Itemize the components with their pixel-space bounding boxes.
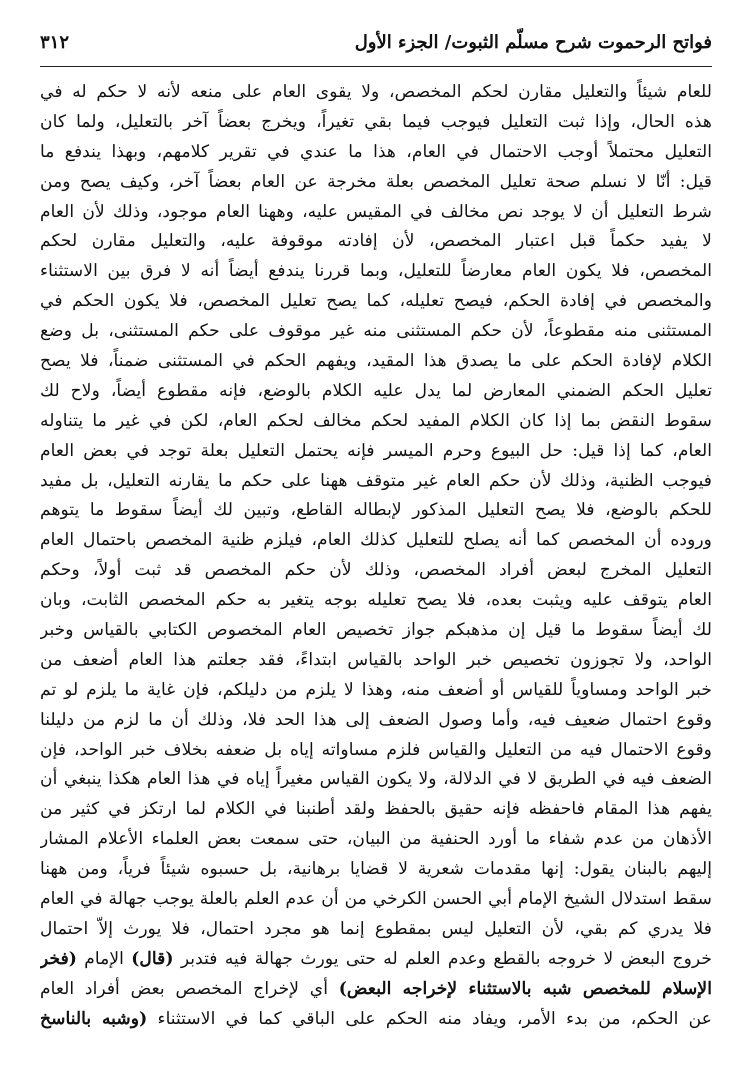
bold-matn-text: (قال)	[131, 948, 174, 969]
running-header	[40, 32, 712, 60]
text-segment: شرط التعليل أن لا يوجد نص مخالف في المقيس عليه، وههنا العام موجود، وذلك لأن العام	[40, 201, 712, 222]
text-line	[40, 287, 712, 317]
text-line	[40, 496, 712, 526]
text-segment: الأذهان من عدم شفاء ما أورد الحنفية من البيان، حتى سمعت بعض العلماء الأعلام المشار	[40, 829, 712, 850]
text-line	[40, 915, 712, 945]
text-segment: للعام شيئاً والتعليل مقارن لحكم المخصص، ولا يقوى العام على منعه لأنه لا حكم له في	[40, 82, 712, 102]
text-segment: المستثنى منه مقطوعاً، لأن حكم المستثنى منه غير موقوف على حكم المستثنى، بل وضع	[40, 321, 712, 342]
text-line	[40, 108, 712, 138]
text-segment: الواحد، ولا تجوزون تخصيص خبر الواحد بالقياس ابتداءً، فقد جعلتم هذا العام أضعف من	[40, 649, 712, 670]
text-segment: الإمام	[76, 948, 132, 969]
bold-matn-text: (وشبه بالناسخ	[40, 1008, 148, 1029]
text-line	[40, 586, 712, 616]
bold-matn-text: الإسلام للمخصص شبه بالاستثناء لإخراجه البعض)	[338, 978, 712, 999]
text-segment: لك أيضاً سقوط ما قيل إن مذهبكم جواز تخصيص العام المخصوص الكتابي بالقياس وخبر	[40, 620, 712, 641]
text-line	[40, 347, 712, 377]
text-line	[40, 407, 712, 437]
text-segment: فلا يدري كم بقي، لأن التعليل ليس بمقطوع إنما هو مجرد احتمال، فلا يورث إلاّ احتمال	[40, 918, 712, 939]
text-line	[40, 736, 712, 766]
text-line	[40, 437, 712, 467]
text-segment: هذه الحال، وإذا ثبت التعليل فيوجب فيما بقي تغيراً، ويخرج بعضاً آخر بالتعليل، ولما كان	[40, 111, 712, 132]
text-segment: وروده أن المخصص كما أنه يصلح للتعليل كذلك العام، فيلزم ظنية المخصص باحتمال العام	[40, 530, 712, 551]
text-segment: إليهم بالبنان يقول: إنها مقدمات شعرية لا قضايا برهانية، بل حسبوه شيئاً فرياً، ومن ههنا	[40, 859, 712, 880]
text-line	[40, 1005, 712, 1035]
text-line	[40, 198, 712, 228]
text-line	[40, 975, 712, 1005]
text-line	[40, 556, 712, 586]
text-segment: سقط استدلال الشيخ الإمام أبي الحسن الكرخي من أن عدم العلم بالعلة يوجب جهالة في العام	[40, 889, 712, 910]
text-segment: أي لإخراج المخصص بعض أفراد العام	[40, 978, 339, 999]
text-segment: التعليل المخرج لبعض أفراد المخصص، وذلك لأن حكم المخصص قد ثبت أولاً، وحكم	[40, 560, 712, 581]
text-segment: لا يفيد حكماً قبل اعتبار المخصص، لأن إفادته موقوفة عليه، والتعليل مقارن لحكم	[40, 231, 712, 252]
text-segment: وقوع احتمال ضعيف فيه، وأما وصول الضعف إلى هذا الحد فلا، وذلك أن ما لزم من دليلنا	[40, 709, 712, 730]
text-line	[40, 795, 712, 825]
text-segment: خروج البعض لا خروجه بالقطع وعدم العلم له حتى يورث جهالة فيه فتدبر	[173, 948, 712, 969]
text-segment: عن الحكم، من بدء الأمر، ويفاد منه الحكم على الباقي كما في الاستثناء	[147, 1008, 712, 1029]
text-segment: سقوط النقض بما إذا كان الكلام المفيد لحكم مخالف لحكم العام، لكن في غير ما يتناوله	[40, 410, 712, 431]
text-line	[40, 855, 712, 885]
text-line	[40, 706, 712, 736]
text-line	[40, 945, 712, 975]
text-line	[40, 227, 712, 257]
page-number: ٣١٢	[40, 32, 70, 53]
text-line	[40, 676, 712, 706]
text-segment: المخصص، فلا يكون العام معارضاً للتعليل، وبما قررنا يندفع أيضاً أنه لا فرق بين الاستثناء	[40, 261, 712, 282]
text-line	[40, 377, 712, 407]
text-segment: التعليل محتملاً أوجب الاحتمال في العام، هذا ما عندي في تقرير كلامهم، وبهذا يندفع ما	[40, 141, 712, 162]
text-line	[40, 765, 712, 795]
text-line	[40, 257, 712, 287]
text-segment: وقوع الاحتمال فيه من التعليل والقياس فلزم مساواته إياه بل ضعفه بخلاف خبر الواحد، فإن	[40, 739, 712, 760]
text-line	[40, 526, 712, 556]
text-segment: فيوجب الظنية، وذلك لأن حكم العام غير متوقف ههنا على حكم ما يقارنه التعليل، بل مفيد	[40, 470, 712, 491]
text-segment: قيل: أنّا لا نسلم صحة تعليل المخصص بعلة مخرجة عن العام بعضاً آخر، وكيف يصح ومن	[40, 171, 712, 192]
text-segment: الكلام لإفادة الحكم على ما يصدق هذا المقيد، ويفهم الحكم في المستثنى ضمناً، فلا يصح	[40, 351, 712, 372]
text-line	[40, 78, 712, 108]
page-body-text	[40, 78, 712, 1035]
header-divider	[40, 66, 712, 67]
text-segment: العام يتوقف عليه ويثبت بعده، فلا يصح تعليله بوجه يتغير به حكم المخصص الثابت، وبان	[40, 590, 712, 611]
text-segment: يفهم هذا المقام فاحفظه فإنه حقيق بالحفظ ولقد أطنبنا في الكلام لما ارتكز في كثير من	[40, 799, 712, 820]
book-title: فواتح الرحموت شرح مسلّم الثبوت/ الجزء الأول	[354, 32, 712, 53]
text-segment: الضعف فيه في الطريق لا في الدلالة، ولا يكون القياس مغيراً إياه في هذا العام هكذا ينبغي أن	[40, 769, 712, 790]
text-segment: خبر الواحد ومساوياً للقياس أو أضعف منه، وهذا لا يلزم من دليلكم، فإن غاية ما يلزم لو تم	[40, 679, 712, 700]
text-line	[40, 646, 712, 676]
text-segment: والمخصص في إفادة الحكم، فيصح تعليله، كما يصح تعليل المخصص، فلا يكون الحكم في	[40, 291, 712, 312]
text-segment: للحكم بالوضع، فلا يصح التعليل المذكور لإبطاله القاطع، وتبين لك أيضاً سقوط ما يتوهم	[40, 500, 712, 521]
text-segment: العام، كما إذا قيل: حل البيوع وحرم الميسر فإنه يحتمل التعليل بعلة توجد في بعض العام	[40, 440, 712, 461]
text-segment: تعليل الحكم الضمني المعارض لما يدل عليه الكلام بالوضع، فإنه مقطوع أيضاً، ولاح لك	[40, 380, 712, 401]
text-line	[40, 616, 712, 646]
text-line	[40, 825, 712, 855]
text-line	[40, 317, 712, 347]
text-line	[40, 138, 712, 168]
bold-matn-text: (فخر	[40, 948, 77, 969]
text-line	[40, 467, 712, 497]
text-line	[40, 885, 712, 915]
text-line	[40, 168, 712, 198]
